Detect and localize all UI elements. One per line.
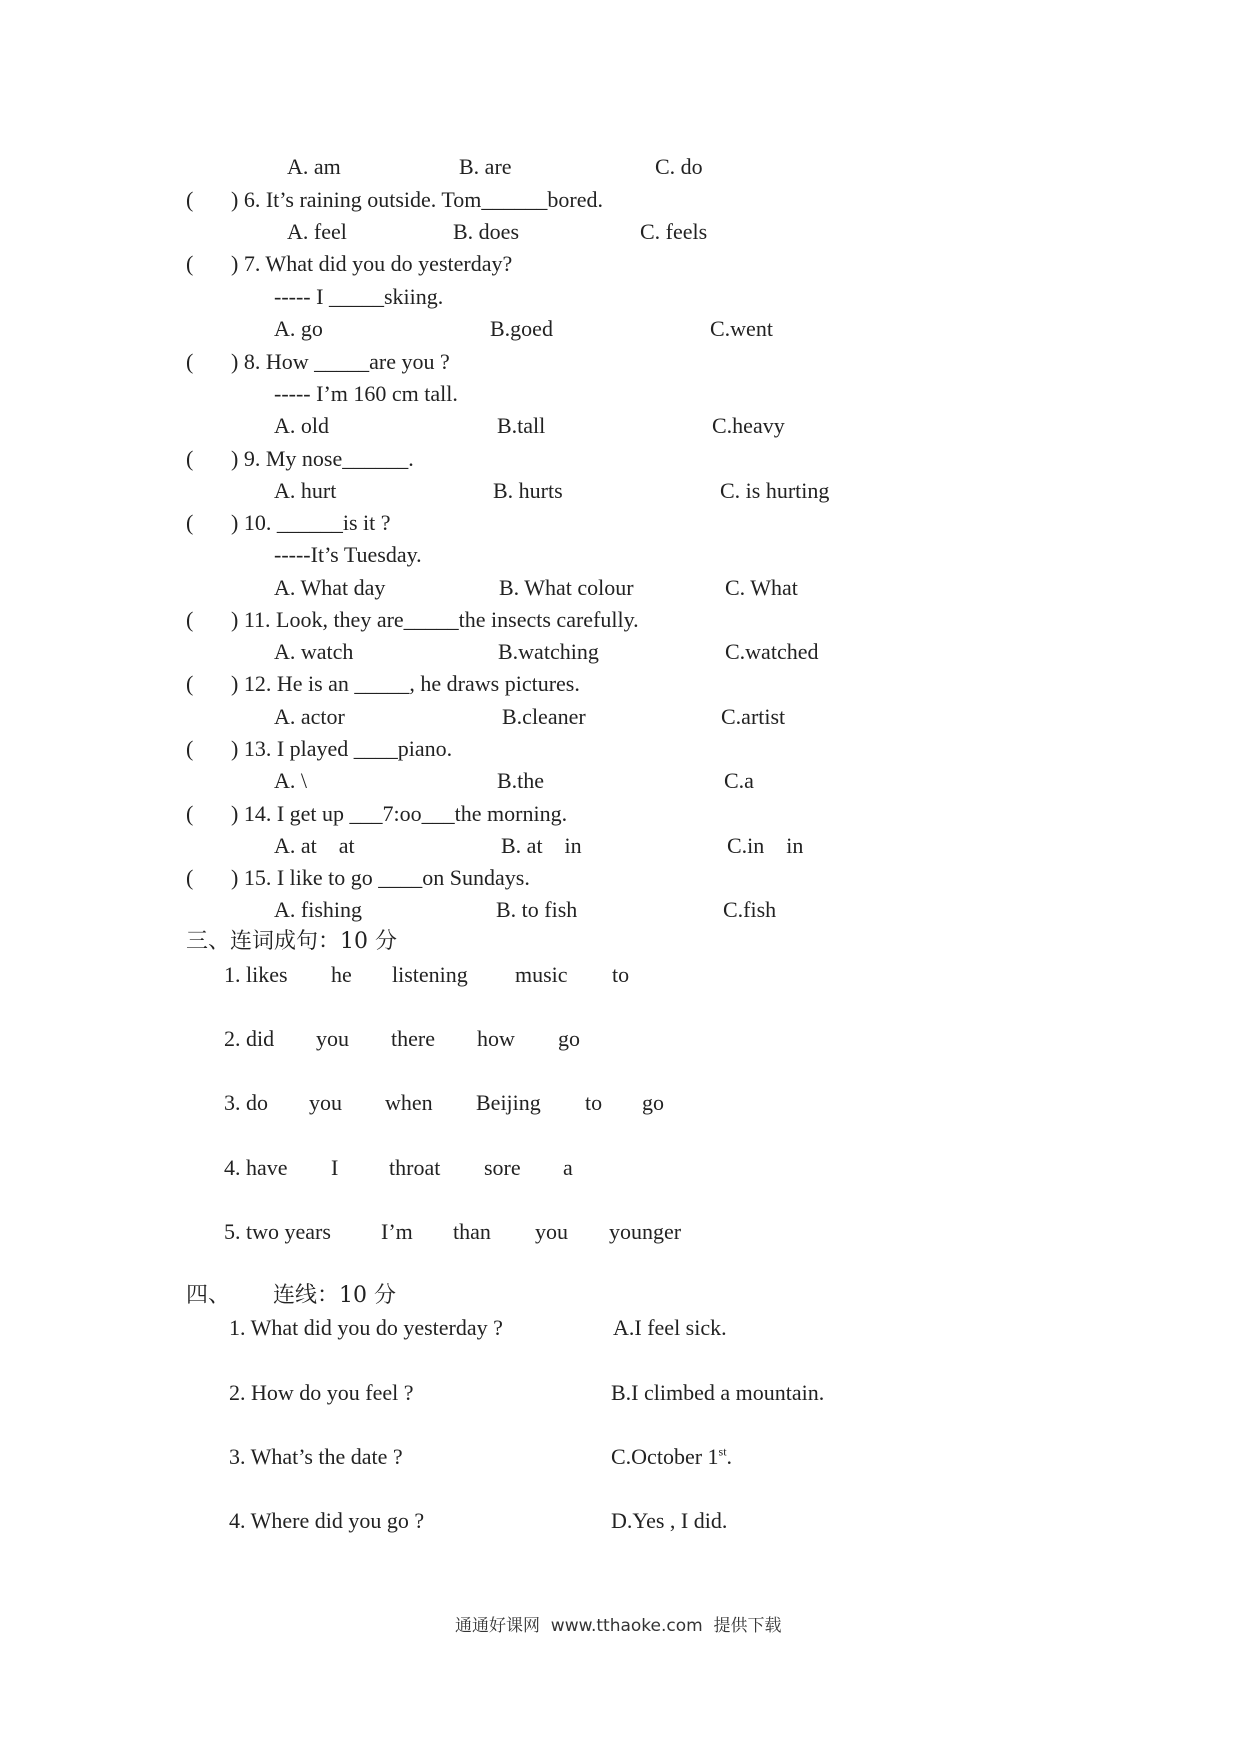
question-6: ) 6. It’s raining outside. Tom______bored. bbox=[231, 187, 604, 212]
answer-paren: ( bbox=[186, 736, 194, 761]
q11-option-a: A. watch bbox=[274, 639, 354, 664]
answer-paren: ( bbox=[186, 349, 194, 374]
page-footer: 通通好课网 www.tthaoke.com 提供下载 bbox=[455, 1616, 782, 1636]
answer-paren: ( bbox=[186, 187, 194, 212]
q7-option-b: B.goed bbox=[490, 316, 553, 341]
question-12: ) 12. He is an _____, he draws pictures. bbox=[231, 671, 580, 696]
word-item: I bbox=[331, 1155, 339, 1180]
q13-option-c: C.a bbox=[724, 768, 754, 793]
match-right-item: A.I feel sick. bbox=[613, 1315, 727, 1340]
word-item: younger bbox=[609, 1219, 682, 1244]
q5-option-a: A. am bbox=[287, 154, 341, 179]
question-10: ) 10. ______is it ? bbox=[231, 510, 391, 535]
q6-option-b: B. does bbox=[453, 219, 519, 244]
section-4-number: 四、 bbox=[186, 1283, 231, 1308]
section-4-heading: 连线：10 分 bbox=[273, 1283, 396, 1308]
word-item: music bbox=[515, 962, 568, 987]
q15-option-c: C.fish bbox=[723, 897, 777, 922]
word-item: 3. do bbox=[224, 1090, 268, 1115]
word-item: I’m bbox=[381, 1219, 413, 1244]
question-8-answer: ----- I’m 160 cm tall. bbox=[274, 381, 458, 406]
word-item: 4. have bbox=[224, 1155, 288, 1180]
question-8: ) 8. How _____are you ? bbox=[231, 349, 450, 374]
q13-option-b: B.the bbox=[497, 768, 545, 793]
question-7-answer: ----- I _____skiing. bbox=[274, 284, 444, 309]
match-left-item: 4. Where did you go ? bbox=[229, 1508, 425, 1533]
question-13: ) 13. I played ____piano. bbox=[231, 736, 453, 761]
q10-option-c: C. What bbox=[725, 575, 798, 600]
word-item: go bbox=[642, 1090, 664, 1115]
word-item: Beijing bbox=[476, 1090, 541, 1115]
question-11: ) 11. Look, they are_____the insects carefully. bbox=[231, 607, 639, 632]
ordinal-suffix: st bbox=[718, 1444, 727, 1459]
word-item: he bbox=[331, 962, 352, 987]
match-right-item: B.I climbed a mountain. bbox=[611, 1380, 825, 1405]
match-right-item-date bbox=[611, 1444, 732, 1470]
answer-paren: ( bbox=[186, 801, 194, 826]
word-item: you bbox=[316, 1026, 349, 1051]
q10-option-b: B. What colour bbox=[499, 575, 634, 600]
answer-paren: ( bbox=[186, 607, 194, 632]
q5-option-b: B. are bbox=[459, 154, 512, 179]
question-7: ) 7. What did you do yesterday? bbox=[231, 251, 513, 276]
q12-option-c: C.artist bbox=[721, 704, 786, 729]
q14-option-c: C.in in bbox=[727, 833, 804, 858]
q11-option-c: C.watched bbox=[725, 639, 819, 664]
word-item: how bbox=[477, 1026, 515, 1051]
q12-option-a: A. actor bbox=[274, 704, 345, 729]
q6-option-c: C. feels bbox=[640, 219, 708, 244]
match-right-text: C.October 1 bbox=[611, 1444, 719, 1469]
q9-option-b: B. hurts bbox=[493, 478, 563, 503]
q15-option-a: A. fishing bbox=[274, 897, 362, 922]
word-item: when bbox=[385, 1090, 433, 1115]
q7-option-c: C.went bbox=[710, 316, 773, 341]
word-item: to bbox=[585, 1090, 603, 1115]
word-item: sore bbox=[484, 1155, 521, 1180]
q6-option-a: A. feel bbox=[287, 219, 347, 244]
answer-paren: ( bbox=[186, 865, 194, 890]
section-3-heading: 三、连词成句：10 分 bbox=[186, 929, 397, 954]
word-item: you bbox=[535, 1219, 568, 1244]
question-9: ) 9. My nose______. bbox=[231, 446, 414, 471]
q14-option-b: B. at in bbox=[501, 833, 582, 858]
match-left-item: 3. What’s the date ? bbox=[229, 1444, 403, 1469]
word-item: 5. two years bbox=[224, 1219, 331, 1244]
match-left-item: 1. What did you do yesterday ? bbox=[229, 1315, 503, 1340]
q5-option-c: C. do bbox=[655, 154, 703, 179]
question-10-answer: -----It’s Tuesday. bbox=[274, 542, 422, 567]
q8-option-c: C.heavy bbox=[712, 413, 785, 438]
q14-option-a: A. at at bbox=[274, 833, 355, 858]
word-item: go bbox=[558, 1026, 580, 1051]
q9-option-a: A. hurt bbox=[274, 478, 337, 503]
answer-paren: ( bbox=[186, 510, 194, 535]
word-item: throat bbox=[389, 1155, 441, 1180]
word-item: listening bbox=[392, 962, 468, 987]
q13-option-a: A. \ bbox=[274, 768, 307, 793]
q10-option-a: A. What day bbox=[274, 575, 386, 600]
word-item: than bbox=[453, 1219, 491, 1244]
match-right-item: D.Yes , I did. bbox=[611, 1508, 728, 1533]
match-left-item: 2. How do you feel ? bbox=[229, 1380, 414, 1405]
match-right-period: . bbox=[726, 1444, 733, 1469]
q11-option-b: B.watching bbox=[498, 639, 599, 664]
word-item: you bbox=[309, 1090, 342, 1115]
question-14: ) 14. I get up ___7:oo___the morning. bbox=[231, 801, 568, 826]
q15-option-b: B. to fish bbox=[496, 897, 578, 922]
q9-option-c: C. is hurting bbox=[720, 478, 830, 503]
q8-option-b: B.tall bbox=[497, 413, 546, 438]
q8-option-a: A. old bbox=[274, 413, 329, 438]
answer-paren: ( bbox=[186, 446, 194, 471]
word-item: there bbox=[391, 1026, 435, 1051]
question-15: ) 15. I like to go ____on Sundays. bbox=[231, 865, 530, 890]
q12-option-b: B.cleaner bbox=[502, 704, 586, 729]
answer-paren: ( bbox=[186, 671, 194, 696]
answer-paren: ( bbox=[186, 251, 194, 276]
word-item: 1. likes bbox=[224, 962, 288, 987]
word-item: to bbox=[612, 962, 630, 987]
q7-option-a: A. go bbox=[274, 316, 323, 341]
word-item: 2. did bbox=[224, 1026, 275, 1051]
word-item: a bbox=[563, 1155, 573, 1180]
